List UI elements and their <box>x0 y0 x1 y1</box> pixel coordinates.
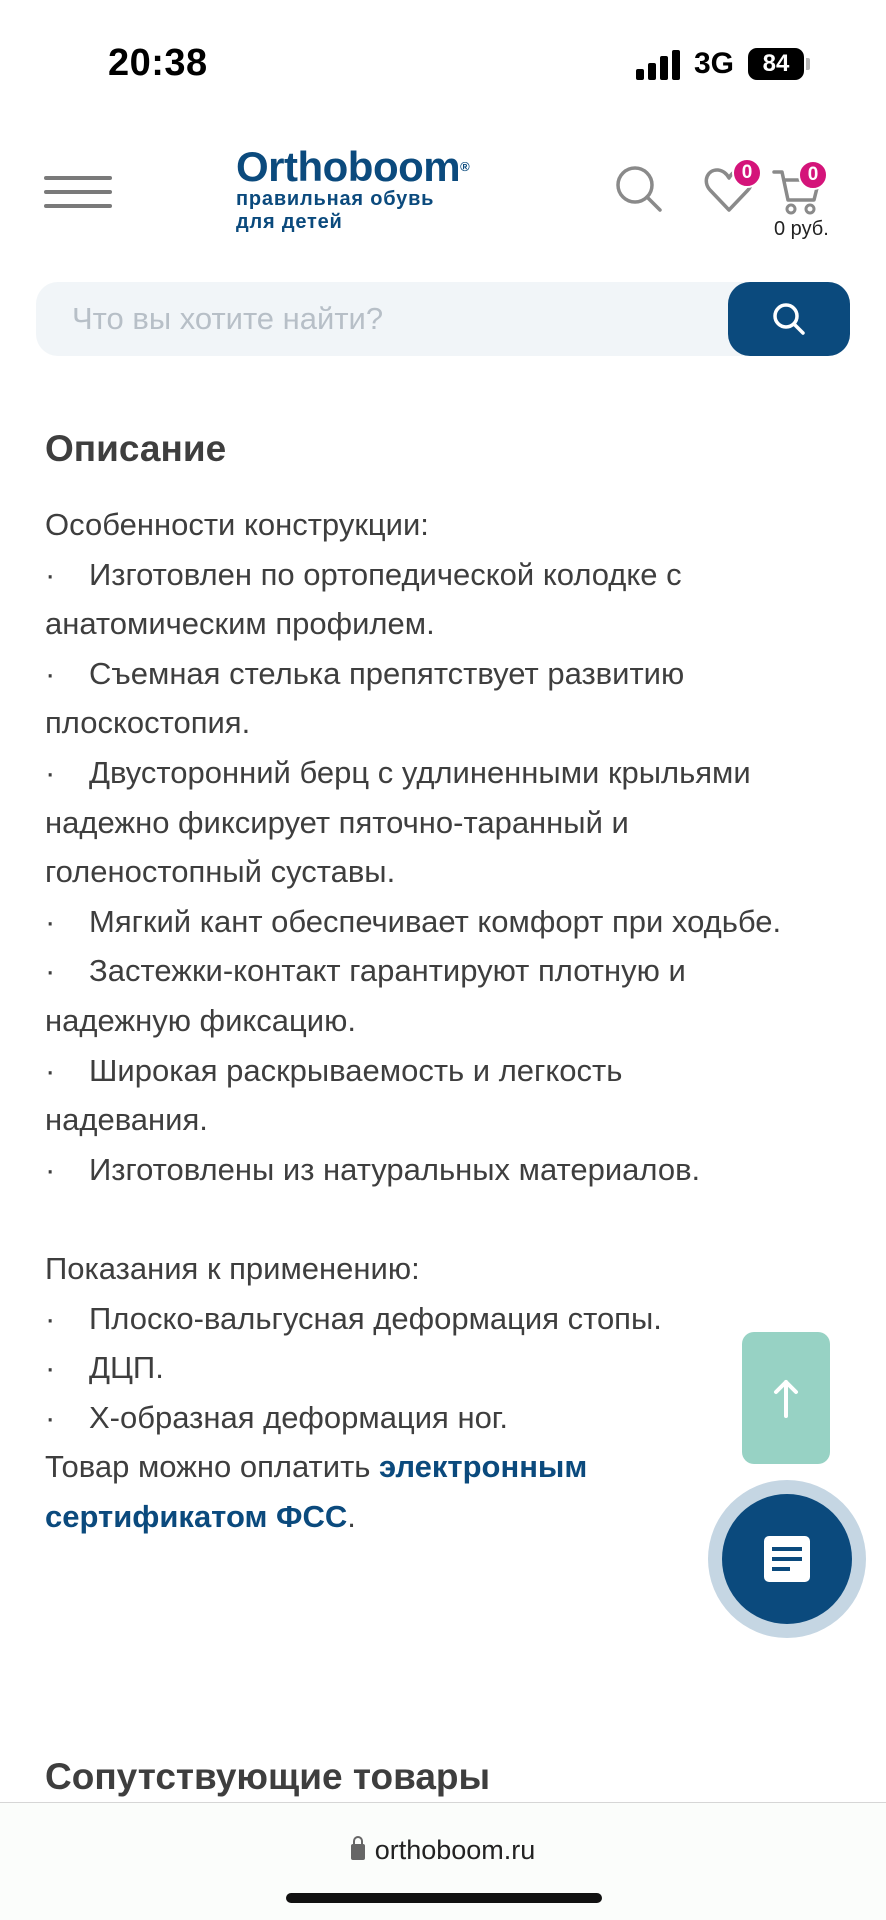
list-item: · Съемная стелька препятствует развитию плоскостопия. <box>45 655 685 741</box>
battery-cap <box>806 58 810 70</box>
list-item: · Плоско-вальгусная деформация стопы. <box>45 1300 662 1336</box>
chat-document-icon <box>722 1494 852 1624</box>
wishlist-count-badge: 0 <box>732 158 762 188</box>
chat-button[interactable] <box>722 1494 852 1624</box>
lock-icon <box>351 1844 365 1860</box>
status-time: 20:38 <box>108 42 208 84</box>
list-item: · Застежки-контакт гарантируют плотную и надежную фиксацию. <box>45 953 686 1038</box>
cart-total: 0 руб. <box>774 218 829 240</box>
fss-certificate-link[interactable]: электронным сертификатом ФСС <box>45 1449 588 1534</box>
list-item: · Двусторонний берц с удлиненными крыльями надежно фиксирует пяточно-таранный и голеностопный суставы. <box>45 754 751 890</box>
list-item: · Изготовлен по ортопедической колодке с анатомическим профилем. <box>45 556 682 642</box>
logo-wordmark: Orthoboom® <box>236 143 470 190</box>
features-heading: Особенности конструкции: <box>45 507 429 542</box>
search-input[interactable] <box>72 282 752 356</box>
cart-count-badge: 0 <box>798 160 828 190</box>
list-item: · Изготовлены из натуральных материалов. <box>45 1151 701 1187</box>
search-icon[interactable] <box>614 164 664 214</box>
battery-icon: 84 <box>748 48 804 80</box>
search-button[interactable] <box>728 282 850 356</box>
indications-heading: Показания к применению: <box>45 1250 420 1286</box>
signal-icon <box>636 50 682 80</box>
status-bar <box>0 0 886 120</box>
home-indicator[interactable] <box>286 1893 602 1903</box>
list-item: · Х-образная деформация ног. <box>45 1399 508 1435</box>
cart-button[interactable] <box>772 166 822 216</box>
payment-note: Товар можно оплатить электронным сертификатом ФСС. <box>45 1449 588 1534</box>
url-text: orthoboom.ru <box>374 1835 536 1865</box>
scroll-top-button[interactable] <box>742 1332 830 1464</box>
network-type: 3G <box>694 47 735 80</box>
list-item: · ДЦП. <box>45 1350 164 1386</box>
arrow-up-icon <box>742 1332 830 1464</box>
hamburger-icon[interactable] <box>44 172 114 212</box>
list-item: · Широкая раскрываемость и легкость надевания. <box>45 1052 623 1138</box>
list-item: · Мягкий кант обеспечивает комфорт при ходьбе. <box>45 903 782 939</box>
description-title: Описание <box>45 428 227 469</box>
url-display[interactable] <box>0 1835 886 1866</box>
description-body <box>45 500 785 1541</box>
logo-tagline-1: правильная обувь <box>236 188 435 210</box>
related-title: Сопутствующие товары <box>45 1756 491 1797</box>
logo[interactable] <box>236 143 486 242</box>
logo-tagline-2: для детей <box>236 211 343 233</box>
search-icon <box>728 282 850 356</box>
browser-address-bar[interactable] <box>0 1802 886 1920</box>
wishlist-button[interactable] <box>704 162 754 214</box>
chat-button-ring <box>708 1480 866 1638</box>
search-bar <box>36 282 850 356</box>
